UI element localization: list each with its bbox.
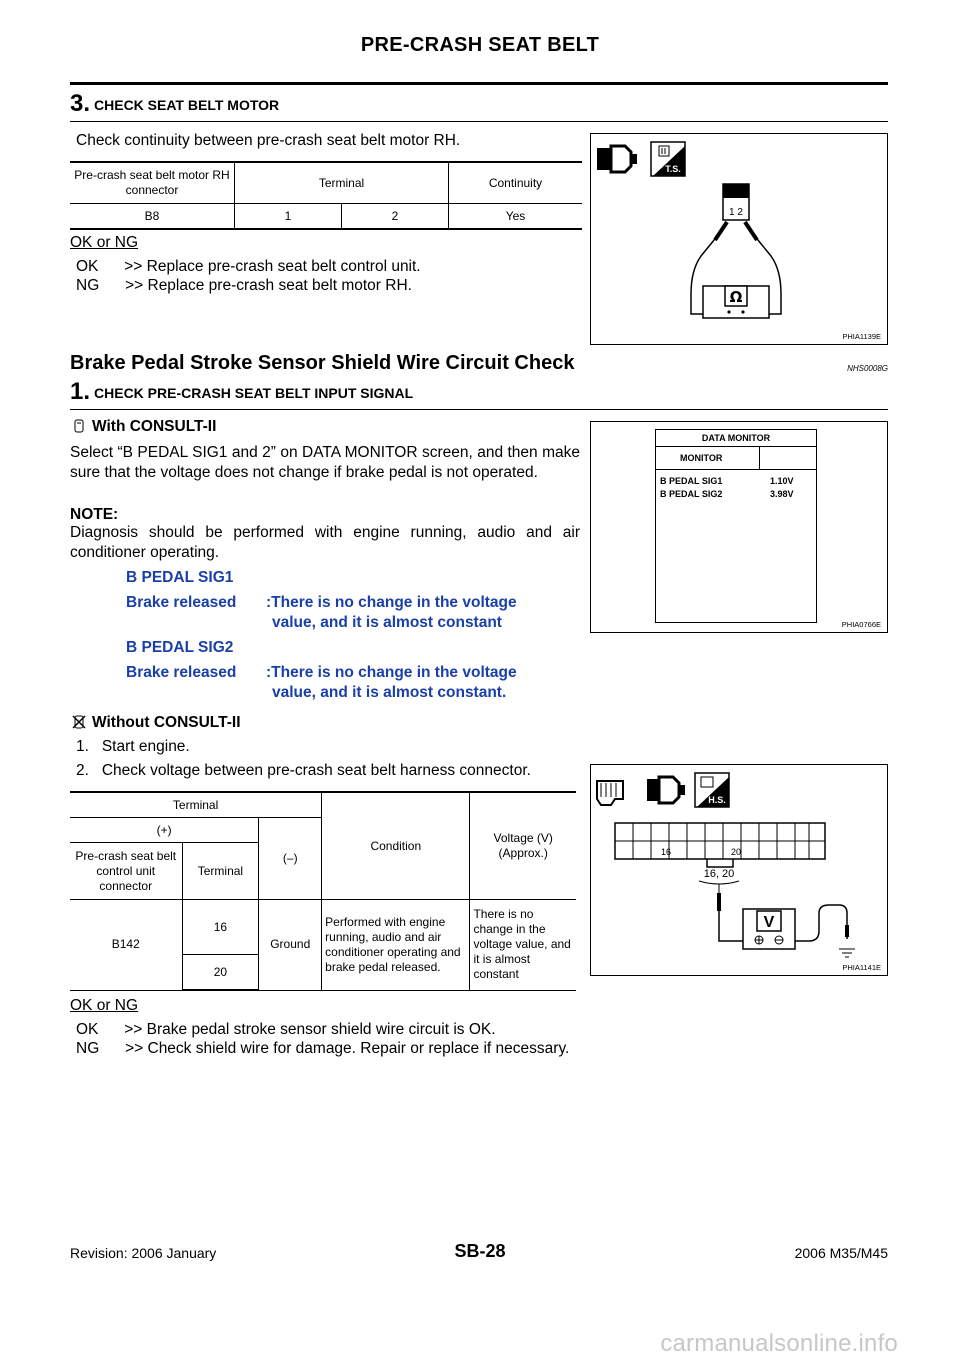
col-continuity: Continuity <box>449 162 583 204</box>
note-text: Diagnosis should be performed with engine running, audio and air conditioner operating. <box>70 524 580 561</box>
svg-text:16, 20: 16, 20 <box>703 868 735 880</box>
ok-line: OK >> Brake pedal stroke sensor shield wire circuit is OK. <box>76 1021 496 1038</box>
monitor-title: DATA MONITOR <box>656 430 816 447</box>
cell-continuity: Yes <box>449 204 583 230</box>
consult-icon <box>72 419 86 433</box>
monitor-col: MONITOR <box>656 447 760 469</box>
step-rule <box>70 121 888 122</box>
step-title: CHECK SEAT BELT MOTOR <box>94 97 280 113</box>
connector-icon <box>597 146 637 172</box>
step-title: CHECK PRE-CRASH SEAT BELT INPUT SIGNAL <box>94 385 414 401</box>
without-consult-label: Without CONSULT-II <box>92 714 241 731</box>
cell-terminal-16: 16 <box>182 900 259 955</box>
ng-line: NG >> Replace pre-crash seat belt motor RH. <box>76 277 412 294</box>
ok-line: OK >> Replace pre-crash seat belt control unit. <box>76 258 421 275</box>
with-consult-heading <box>72 417 216 437</box>
harness-icon <box>597 781 623 805</box>
spec2-text-b: value, and it is almost constant. <box>272 684 507 701</box>
voltage-figure <box>590 764 888 976</box>
voltage-diagram <box>591 765 887 975</box>
col-plus: (+) <box>70 818 259 843</box>
figure-id: PHIA1139E <box>842 332 881 341</box>
ts-icon <box>651 142 685 176</box>
cell-terminal-b: 2 <box>342 204 449 230</box>
cell-connector: B142 <box>70 900 182 991</box>
spec1-label: Brake released <box>126 594 237 611</box>
monitor-row <box>656 486 816 499</box>
cell-ground: Ground <box>259 900 322 991</box>
page-title: PRE-CRASH SEAT BELT <box>360 34 600 56</box>
hs-icon <box>695 773 729 807</box>
cell-connector: B8 <box>70 204 235 230</box>
cell-voltage: There is no change in the voltage value, and it is almost constant <box>470 900 576 991</box>
ok-or-ng-label: OK or NG <box>70 997 139 1014</box>
svg-text:Ω: Ω <box>729 288 743 306</box>
monitor-row-name: B PEDAL SIG1 <box>660 476 723 486</box>
spec1-title: B PEDAL SIG1 <box>126 569 234 586</box>
svg-text:16: 16 <box>661 847 672 857</box>
svg-text:20: 20 <box>731 847 742 857</box>
svg-text:V: V <box>763 914 775 931</box>
spec2-label: Brake released <box>126 664 237 681</box>
step-3-heading <box>70 90 279 118</box>
continuity-table <box>70 161 582 230</box>
svg-text:1 2: 1 2 <box>729 207 743 218</box>
svg-text:H.S.: H.S. <box>708 795 726 805</box>
model-text: 2006 M35/M45 <box>794 1245 888 1261</box>
section-code: NHS0008G <box>847 364 888 373</box>
col-voltage: Voltage (V) (Approx.) <box>470 792 576 900</box>
col-terminal-group: Terminal <box>70 792 322 818</box>
cell-terminal-a: 1 <box>235 204 342 230</box>
spec2-text-a: :There is no change in the voltage <box>266 664 517 681</box>
step-rule <box>70 409 888 410</box>
page-number: SB-28 <box>454 1241 506 1261</box>
step-number: 1. <box>70 378 91 405</box>
col-minus: (–) <box>259 818 322 900</box>
note-label: NOTE: <box>70 506 119 523</box>
list-item: 1. Start engine. <box>76 738 190 755</box>
col-condition: Condition <box>322 792 470 900</box>
continuity-figure <box>590 133 888 345</box>
spec2-title: B PEDAL SIG2 <box>126 639 234 656</box>
connector-icon <box>647 777 685 803</box>
step-number: 3. <box>70 90 91 117</box>
monitor-row <box>656 470 816 486</box>
list-item: 2. Check voltage between pre-crash seat belt harness connector. <box>76 762 531 779</box>
spec1-text-b: value, and it is almost constant <box>272 614 502 631</box>
header-rule <box>70 82 888 85</box>
monitor-row-value: 1.10V <box>770 476 794 486</box>
spec1-text-a: :There is no change in the voltage <box>266 594 517 611</box>
ok-or-ng-label: OK or NG <box>70 234 139 251</box>
continuity-diagram <box>591 134 887 344</box>
voltage-table <box>70 791 576 991</box>
watermark: carmanualsonline.info <box>660 1330 898 1357</box>
no-consult-icon <box>72 715 86 729</box>
step3-intro: Check continuity between pre-crash seat belt motor RH. <box>76 132 461 149</box>
svg-text:T.S.: T.S. <box>665 164 681 174</box>
step1-paragraph: Select “B PEDAL SIG1 and 2” on DATA MONITOR screen, and then make sure that the voltage does not change if brake pedal is not operated. <box>70 444 580 481</box>
data-monitor-figure <box>590 421 888 633</box>
col-terminal: Terminal <box>182 843 259 900</box>
with-consult-label: With CONSULT-II <box>92 418 217 435</box>
col-connector: Pre-crash seat belt control unit connector <box>70 843 182 900</box>
step-1-heading <box>70 378 413 406</box>
section-title: Brake Pedal Stroke Sensor Shield Wire Circuit Check <box>70 352 575 374</box>
revision-text: Revision: 2006 January <box>70 1245 217 1261</box>
figure-id: PHIA1141E <box>842 963 881 972</box>
monitor-row-name: B PEDAL SIG2 <box>660 489 723 499</box>
monitor-header <box>656 447 816 470</box>
figure-id: PHIA0766E <box>841 620 881 629</box>
monitor-screen <box>655 429 817 623</box>
cell-terminal-20: 20 <box>182 955 259 991</box>
without-consult-heading <box>72 713 241 733</box>
monitor-row-value: 3.98V <box>770 489 794 499</box>
col-terminal: Terminal <box>235 162 449 204</box>
cell-condition: Performed with engine running, audio and air conditioner operating and brake pedal released. <box>322 900 470 991</box>
ng-line: NG >> Check shield wire for damage. Repair or replace if necessary. <box>76 1040 570 1057</box>
col-connector: Pre-crash seat belt motor RH connector <box>70 162 235 204</box>
